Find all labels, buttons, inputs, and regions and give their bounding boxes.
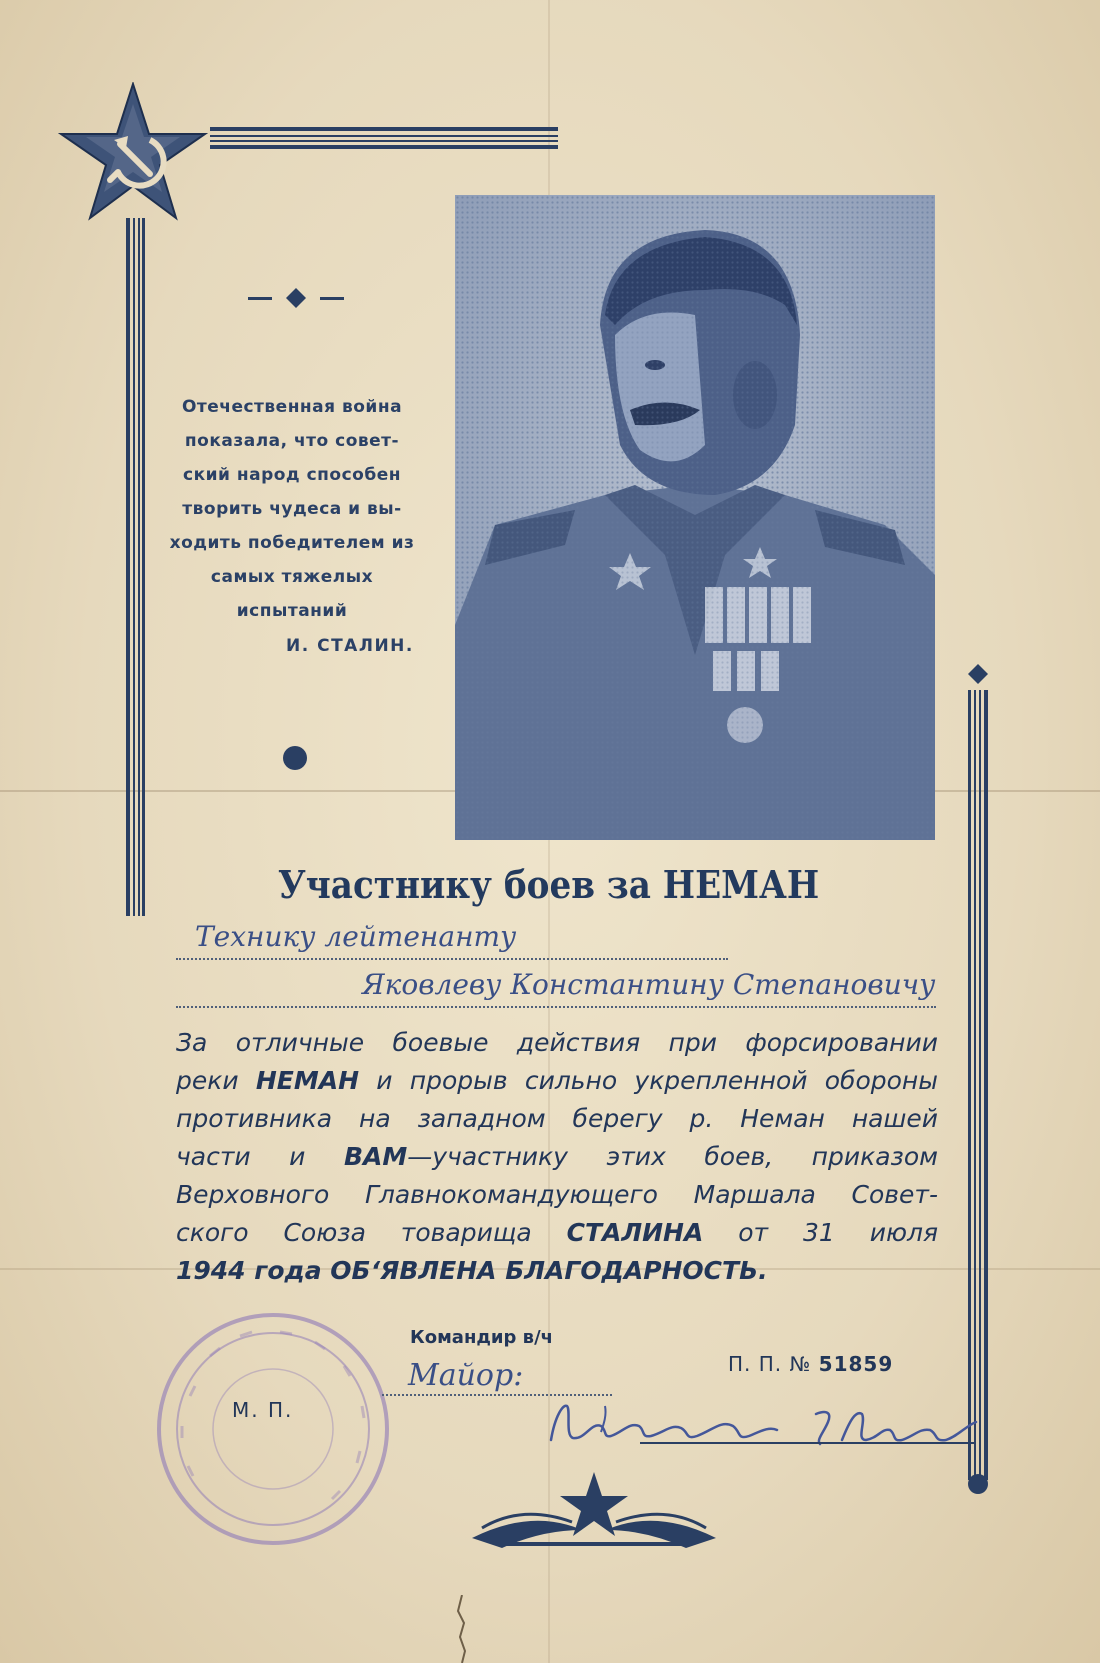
text-line: противника на западном берегу р. Неман нашей (176, 1104, 938, 1133)
quote-line: испытаний (236, 601, 348, 621)
handwritten-rank-major: Майор: (408, 1358, 524, 1393)
star-laurel-emblem-icon (462, 1468, 726, 1556)
commander-label: Командир в/ч (410, 1327, 553, 1348)
text-line: части и ВАМ—участнику этих боев, приказом (176, 1142, 938, 1171)
decorative-rule (210, 125, 558, 151)
diamond-ornament-icon (248, 286, 344, 310)
dotted-line (176, 958, 728, 960)
quote-author: И. СТАЛИН. (286, 636, 414, 656)
dotted-line (176, 1006, 936, 1008)
signature-line (640, 1442, 976, 1444)
decorative-rule (124, 218, 146, 916)
handwritten-signature-icon (545, 1396, 785, 1448)
certificate-title: Участнику боев за НЕМАН (278, 862, 820, 907)
quote-line: ский народ способен (183, 465, 401, 485)
red-star-hammer-sickle-icon (58, 82, 208, 222)
dot-ornament-icon (283, 746, 307, 770)
seal-place-label: М. П. (232, 1398, 294, 1422)
commendation-text (176, 1024, 938, 1290)
quote-line: Отечественная война (181, 397, 403, 417)
portrait-photo-icon (455, 195, 935, 840)
paper-tear (452, 1595, 472, 1663)
text-line: Верховного Главнокомандующего Маршала Совет- (176, 1180, 938, 1209)
quote-line: ходить победителем из (169, 533, 415, 553)
text-line: 1944 года ОБ‘ЯВЛЕНА БЛАГОДАРНОСТЬ. (176, 1256, 768, 1285)
quote-line: самых тяжелых (210, 567, 374, 587)
handwritten-name: Яковлеву Константину Степановичу (362, 968, 936, 1001)
stalin-quote (160, 390, 424, 628)
text-line: ского Союза товарища СТАЛИНА от 31 июля (176, 1218, 939, 1247)
text-line: За отличные боевые действия при форсировании (176, 1028, 938, 1057)
text-line: реки НЕМАН и прорыв сильно укрепленной обороны (176, 1066, 938, 1095)
field-post-number: П. П. № 51859 (728, 1352, 894, 1376)
official-stamp-icon (150, 1306, 396, 1552)
quote-line: творить чудеса и вы- (182, 499, 402, 519)
decorative-rule (966, 680, 992, 1500)
quote-line: показала, что совет- (184, 431, 400, 451)
handwritten-rank: Технику лейтенанту (195, 920, 517, 953)
